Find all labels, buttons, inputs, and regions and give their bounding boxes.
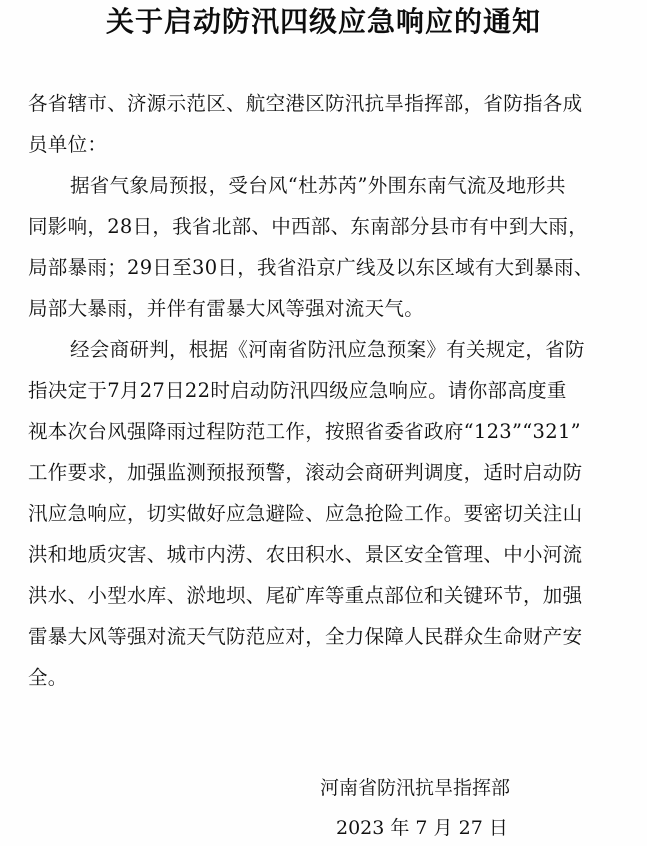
issue-date: 2023 年 7 月 27 日 — [336, 817, 508, 839]
body-line-13: 洪水、小型水库、淤地坝、尾矿库等重点部位和关键环节，加强 — [28, 584, 583, 607]
signature: 河南省防汛抗旱指挥部 — [320, 777, 511, 799]
document-title: 关于启动防汛四级应急响应的通知 — [105, 5, 541, 38]
body-line-12: 洪和地质灾害、城市内涝、农田积水、景区安全管理、中小河流 — [28, 543, 583, 566]
body-line-5: 局部暴雨；29日至30日，我省沿京广线及以东区域有大到暴雨、 — [28, 256, 594, 279]
body-line-3: 据省气象局预报，受台风“杜苏芮”外围东南气流及地形共 — [70, 174, 566, 197]
body-line-7: 经会商研判，根据《河南省防汛应急预案》有关规定，省防 — [70, 338, 585, 361]
body-line-11: 汛应急响应，切实做好应急避险、应急抢险工作。要密切关注山 — [28, 502, 583, 525]
body-line-1: 各省辖市、济源示范区、航空港区防汛抗旱指挥部，省防指各成 — [28, 92, 583, 115]
body-line-6: 局部大暴雨，并伴有雷暴大风等强对流天气。 — [28, 297, 425, 320]
body-line-4: 同影响，28日，我省北部、中西部、东南部分县市有中到大雨， — [28, 215, 589, 238]
body-line-14: 雷暴大风等强对流天气防范应对，全力保障人民群众生命财产安 — [28, 625, 583, 648]
body-line-8: 指决定于7月27日22时启动防汛四级应急响应。请你部高度重 — [28, 379, 567, 402]
body-line-2: 员单位： — [28, 133, 108, 156]
body-line-10: 工作要求，加强监测预报预警，滚动会商研判调度，适时启动防 — [28, 461, 583, 484]
body-line-9: 视本次台风强降雨过程防范工作，按照省委省政府“123”“321” — [28, 420, 581, 443]
body-line-15: 全。 — [28, 666, 68, 689]
